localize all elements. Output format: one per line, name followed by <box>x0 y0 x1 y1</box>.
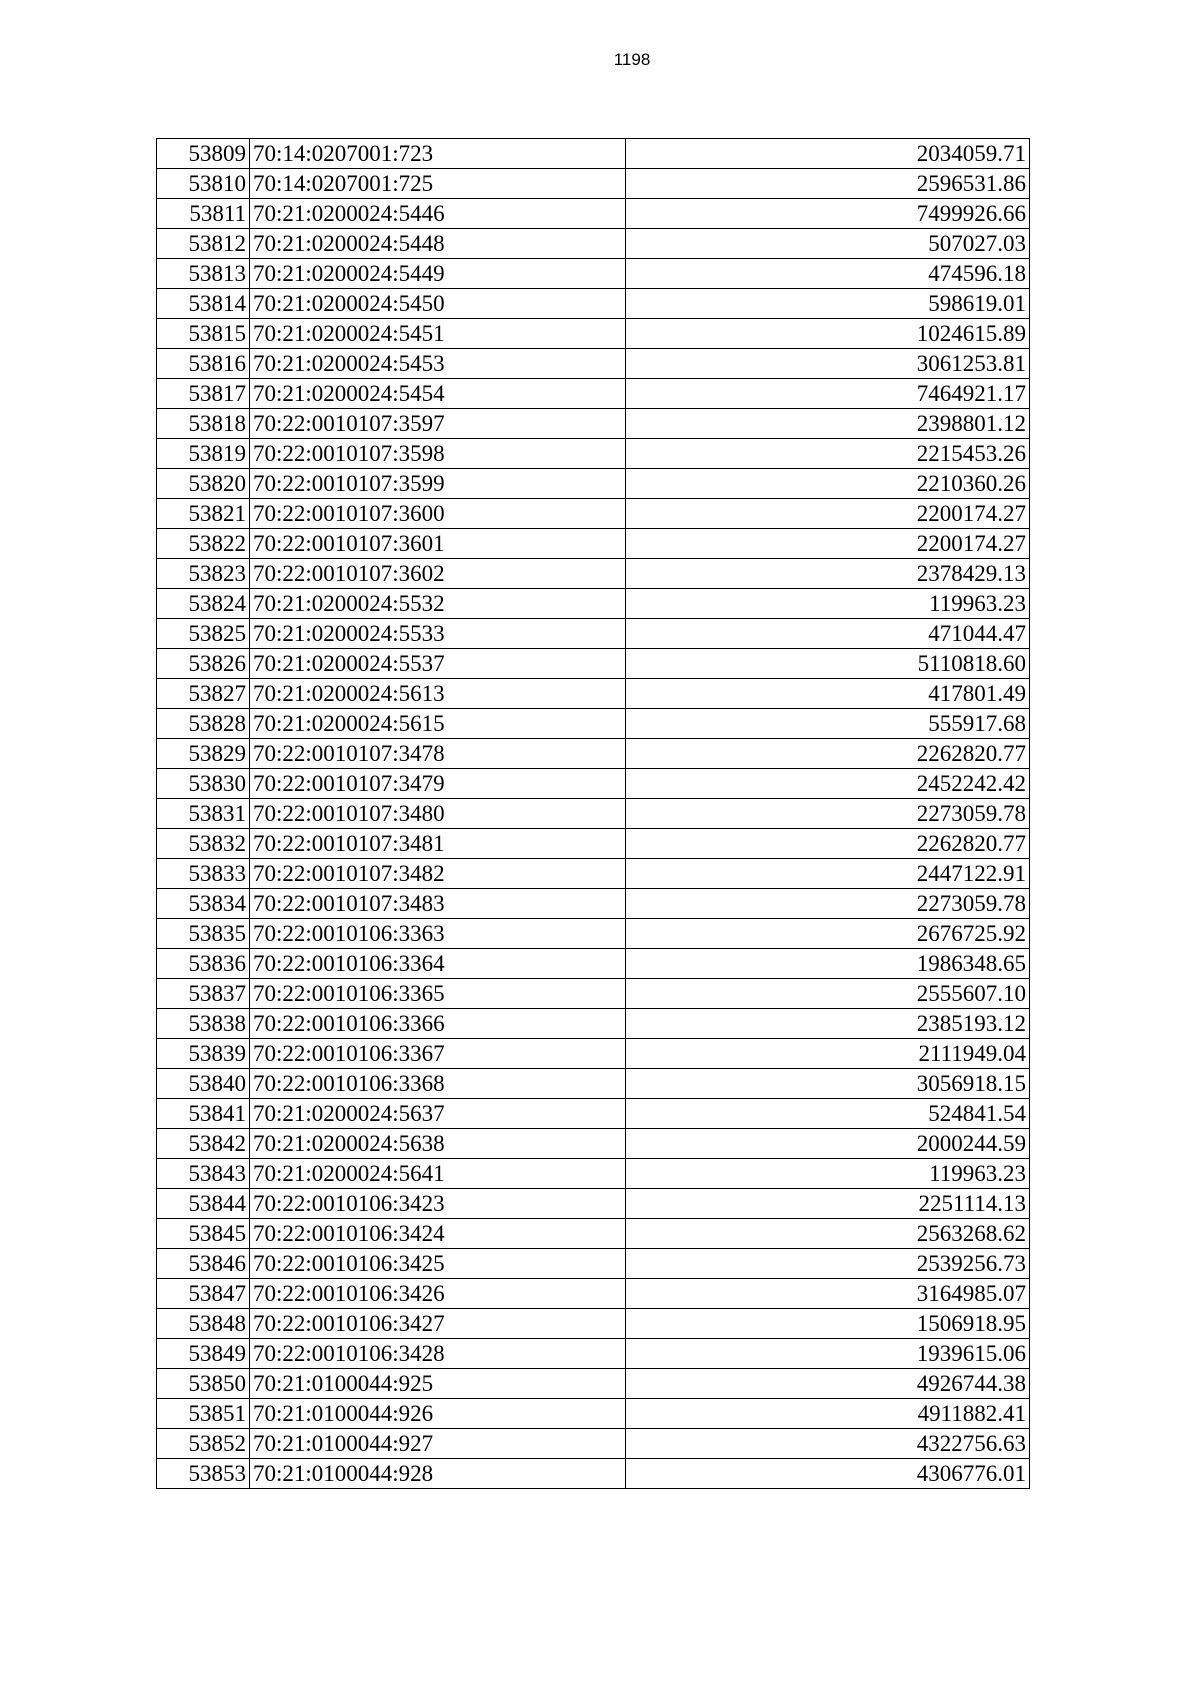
table-row <box>157 1429 1030 1459</box>
table-row <box>157 769 1030 799</box>
row-number-cell: 53841 <box>157 1099 250 1129</box>
cadastral-value-cell: 119963.23 <box>626 1159 1030 1189</box>
table-row <box>157 649 1030 679</box>
table-row <box>157 859 1030 889</box>
row-number-cell: 53845 <box>157 1219 250 1249</box>
cadastral-value-cell: 524841.54 <box>626 1099 1030 1129</box>
cadastral-value-cell: 2111949.04 <box>626 1039 1030 1069</box>
cadastral-value-cell: 2251114.13 <box>626 1189 1030 1219</box>
cadastral-value-cell: 2262820.77 <box>626 829 1030 859</box>
cadastral-number-cell: 70:22:0010107:3597 <box>250 409 626 439</box>
cadastral-number-cell: 70:22:0010106:3366 <box>250 1009 626 1039</box>
cadastral-value-table <box>156 138 1030 1489</box>
cadastral-number-cell: 70:22:0010106:3364 <box>250 949 626 979</box>
cadastral-number-cell: 70:22:0010107:3481 <box>250 829 626 859</box>
row-number-cell: 53846 <box>157 1249 250 1279</box>
table-row <box>157 619 1030 649</box>
row-number-cell: 53814 <box>157 289 250 319</box>
cadastral-value-cell: 2596531.86 <box>626 169 1030 199</box>
cadastral-value-cell: 474596.18 <box>626 259 1030 289</box>
table-row <box>157 1459 1030 1489</box>
cadastral-value-cell: 2539256.73 <box>626 1249 1030 1279</box>
row-number-cell: 53817 <box>157 379 250 409</box>
cadastral-value-cell: 2378429.13 <box>626 559 1030 589</box>
row-number-cell: 53812 <box>157 229 250 259</box>
table-row <box>157 679 1030 709</box>
table-row <box>157 799 1030 829</box>
cadastral-number-cell: 70:21:0200024:5453 <box>250 349 626 379</box>
cadastral-number-cell: 70:21:0200024:5451 <box>250 319 626 349</box>
row-number-cell: 53852 <box>157 1429 250 1459</box>
cadastral-number-cell: 70:21:0200024:5446 <box>250 199 626 229</box>
row-number-cell: 53811 <box>157 199 250 229</box>
cadastral-number-cell: 70:21:0200024:5641 <box>250 1159 626 1189</box>
row-number-cell: 53831 <box>157 799 250 829</box>
table-row <box>157 1369 1030 1399</box>
row-number-cell: 53850 <box>157 1369 250 1399</box>
row-number-cell: 53815 <box>157 319 250 349</box>
cadastral-value-cell: 1506918.95 <box>626 1309 1030 1339</box>
table-row <box>157 979 1030 1009</box>
cadastral-value-cell: 2273059.78 <box>626 889 1030 919</box>
cadastral-value-cell: 4306776.01 <box>626 1459 1030 1489</box>
cadastral-value-cell: 7499926.66 <box>626 199 1030 229</box>
table-row <box>157 1039 1030 1069</box>
table-row <box>157 529 1030 559</box>
cadastral-value-cell: 2452242.42 <box>626 769 1030 799</box>
cadastral-value-cell: 2034059.71 <box>626 139 1030 169</box>
cadastral-number-cell: 70:22:0010106:3368 <box>250 1069 626 1099</box>
cadastral-value-cell: 1939615.06 <box>626 1339 1030 1369</box>
cadastral-value-cell: 598619.01 <box>626 289 1030 319</box>
table-row <box>157 1099 1030 1129</box>
cadastral-number-cell: 70:22:0010107:3479 <box>250 769 626 799</box>
cadastral-value-cell: 2676725.92 <box>626 919 1030 949</box>
row-number-cell: 53824 <box>157 589 250 619</box>
cadastral-value-cell: 4911882.41 <box>626 1399 1030 1429</box>
table-row <box>157 919 1030 949</box>
row-number-cell: 53809 <box>157 139 250 169</box>
cadastral-value-cell: 2200174.27 <box>626 529 1030 559</box>
table-row <box>157 1069 1030 1099</box>
cadastral-number-cell: 70:22:0010106:3426 <box>250 1279 626 1309</box>
cadastral-value-cell: 2210360.26 <box>626 469 1030 499</box>
table-row <box>157 139 1030 169</box>
table-row <box>157 1009 1030 1039</box>
row-number-cell: 53833 <box>157 859 250 889</box>
table-row <box>157 1249 1030 1279</box>
row-number-cell: 53851 <box>157 1399 250 1429</box>
cadastral-number-cell: 70:22:0010107:3482 <box>250 859 626 889</box>
cadastral-number-cell: 70:22:0010107:3602 <box>250 559 626 589</box>
row-number-cell: 53816 <box>157 349 250 379</box>
table-row <box>157 889 1030 919</box>
row-number-cell: 53830 <box>157 769 250 799</box>
table-row <box>157 379 1030 409</box>
cadastral-value-cell: 1986348.65 <box>626 949 1030 979</box>
cadastral-value-cell: 3056918.15 <box>626 1069 1030 1099</box>
cadastral-number-cell: 70:22:0010107:3600 <box>250 499 626 529</box>
table-row <box>157 589 1030 619</box>
cadastral-value-cell: 2563268.62 <box>626 1219 1030 1249</box>
table-row <box>157 289 1030 319</box>
cadastral-value-cell: 3164985.07 <box>626 1279 1030 1309</box>
table-row <box>157 829 1030 859</box>
table-row <box>157 229 1030 259</box>
cadastral-number-cell: 70:21:0200024:5448 <box>250 229 626 259</box>
cadastral-number-cell: 70:22:0010106:3365 <box>250 979 626 1009</box>
cadastral-value-cell: 5110818.60 <box>626 649 1030 679</box>
cadastral-number-cell: 70:22:0010106:3427 <box>250 1309 626 1339</box>
cadastral-value-cell: 3061253.81 <box>626 349 1030 379</box>
cadastral-number-cell: 70:14:0207001:725 <box>250 169 626 199</box>
row-number-cell: 53834 <box>157 889 250 919</box>
row-number-cell: 53826 <box>157 649 250 679</box>
cadastral-value-cell: 2385193.12 <box>626 1009 1030 1039</box>
cadastral-value-cell: 2215453.26 <box>626 439 1030 469</box>
table-row <box>157 199 1030 229</box>
table-row <box>157 1219 1030 1249</box>
cadastral-value-cell: 2447122.91 <box>626 859 1030 889</box>
table-row <box>157 439 1030 469</box>
table-row <box>157 1309 1030 1339</box>
cadastral-number-cell: 70:14:0207001:723 <box>250 139 626 169</box>
cadastral-value-cell: 417801.49 <box>626 679 1030 709</box>
cadastral-number-cell: 70:21:0200024:5454 <box>250 379 626 409</box>
cadastral-value-cell: 4926744.38 <box>626 1369 1030 1399</box>
row-number-cell: 53821 <box>157 499 250 529</box>
row-number-cell: 53820 <box>157 469 250 499</box>
row-number-cell: 53849 <box>157 1339 250 1369</box>
row-number-cell: 53813 <box>157 259 250 289</box>
table-row <box>157 559 1030 589</box>
row-number-cell: 53842 <box>157 1129 250 1159</box>
cadastral-value-cell: 119963.23 <box>626 589 1030 619</box>
row-number-cell: 53829 <box>157 739 250 769</box>
table-row <box>157 259 1030 289</box>
cadastral-number-cell: 70:22:0010107:3478 <box>250 739 626 769</box>
cadastral-value-cell: 1024615.89 <box>626 319 1030 349</box>
cadastral-number-cell: 70:22:0010107:3601 <box>250 529 626 559</box>
cadastral-value-cell: 7464921.17 <box>626 379 1030 409</box>
cadastral-value-cell: 471044.47 <box>626 619 1030 649</box>
row-number-cell: 53822 <box>157 529 250 559</box>
cadastral-number-cell: 70:21:0100044:928 <box>250 1459 626 1489</box>
cadastral-value-cell: 2398801.12 <box>626 409 1030 439</box>
cadastral-value-cell: 2273059.78 <box>626 799 1030 829</box>
cadastral-value-cell: 4322756.63 <box>626 1429 1030 1459</box>
row-number-cell: 53844 <box>157 1189 250 1219</box>
row-number-cell: 53828 <box>157 709 250 739</box>
table-row <box>157 709 1030 739</box>
cadastral-number-cell: 70:22:0010106:3424 <box>250 1219 626 1249</box>
row-number-cell: 53839 <box>157 1039 250 1069</box>
cadastral-number-cell: 70:21:0100044:925 <box>250 1369 626 1399</box>
table-row <box>157 319 1030 349</box>
cadastral-number-cell: 70:21:0200024:5450 <box>250 289 626 319</box>
table-row <box>157 409 1030 439</box>
row-number-cell: 53827 <box>157 679 250 709</box>
row-number-cell: 53838 <box>157 1009 250 1039</box>
cadastral-number-cell: 70:22:0010107:3599 <box>250 469 626 499</box>
row-number-cell: 53823 <box>157 559 250 589</box>
row-number-cell: 53818 <box>157 409 250 439</box>
cadastral-number-cell: 70:21:0200024:5637 <box>250 1099 626 1129</box>
cadastral-value-cell: 2262820.77 <box>626 739 1030 769</box>
row-number-cell: 53836 <box>157 949 250 979</box>
cadastral-number-cell: 70:22:0010106:3423 <box>250 1189 626 1219</box>
table-row <box>157 1159 1030 1189</box>
row-number-cell: 53847 <box>157 1279 250 1309</box>
cadastral-number-cell: 70:22:0010107:3483 <box>250 889 626 919</box>
row-number-cell: 53835 <box>157 919 250 949</box>
row-number-cell: 53840 <box>157 1069 250 1099</box>
table-row <box>157 1399 1030 1429</box>
table-row <box>157 499 1030 529</box>
cadastral-number-cell: 70:22:0010106:3428 <box>250 1339 626 1369</box>
table-row <box>157 1279 1030 1309</box>
row-number-cell: 53848 <box>157 1309 250 1339</box>
table-row <box>157 469 1030 499</box>
cadastral-number-cell: 70:21:0200024:5638 <box>250 1129 626 1159</box>
cadastral-number-cell: 70:21:0200024:5532 <box>250 589 626 619</box>
row-number-cell: 53853 <box>157 1459 250 1489</box>
table-row <box>157 739 1030 769</box>
cadastral-number-cell: 70:21:0100044:927 <box>250 1429 626 1459</box>
cadastral-number-cell: 70:22:0010106:3425 <box>250 1249 626 1279</box>
table-row <box>157 169 1030 199</box>
row-number-cell: 53837 <box>157 979 250 1009</box>
cadastral-number-cell: 70:22:0010106:3367 <box>250 1039 626 1069</box>
cadastral-value-cell: 2555607.10 <box>626 979 1030 1009</box>
table-row <box>157 949 1030 979</box>
table-body <box>157 139 1030 1489</box>
row-number-cell: 53832 <box>157 829 250 859</box>
cadastral-number-cell: 70:21:0200024:5615 <box>250 709 626 739</box>
cadastral-value-cell: 507027.03 <box>626 229 1030 259</box>
table-row <box>157 1339 1030 1369</box>
cadastral-number-cell: 70:22:0010107:3480 <box>250 799 626 829</box>
cadastral-number-cell: 70:21:0100044:926 <box>250 1399 626 1429</box>
row-number-cell: 53819 <box>157 439 250 469</box>
row-number-cell: 53843 <box>157 1159 250 1189</box>
cadastral-value-cell: 555917.68 <box>626 709 1030 739</box>
cadastral-number-cell: 70:22:0010107:3598 <box>250 439 626 469</box>
cadastral-number-cell: 70:21:0200024:5537 <box>250 649 626 679</box>
cadastral-number-cell: 70:21:0200024:5449 <box>250 259 626 289</box>
cadastral-number-cell: 70:21:0200024:5613 <box>250 679 626 709</box>
row-number-cell: 53810 <box>157 169 250 199</box>
table-row <box>157 1129 1030 1159</box>
cadastral-value-cell: 2200174.27 <box>626 499 1030 529</box>
cadastral-number-cell: 70:21:0200024:5533 <box>250 619 626 649</box>
page-number: 1198 <box>613 50 651 69</box>
row-number-cell: 53825 <box>157 619 250 649</box>
cadastral-number-cell: 70:22:0010106:3363 <box>250 919 626 949</box>
table-row <box>157 1189 1030 1219</box>
cadastral-value-cell: 2000244.59 <box>626 1129 1030 1159</box>
table-row <box>157 349 1030 379</box>
